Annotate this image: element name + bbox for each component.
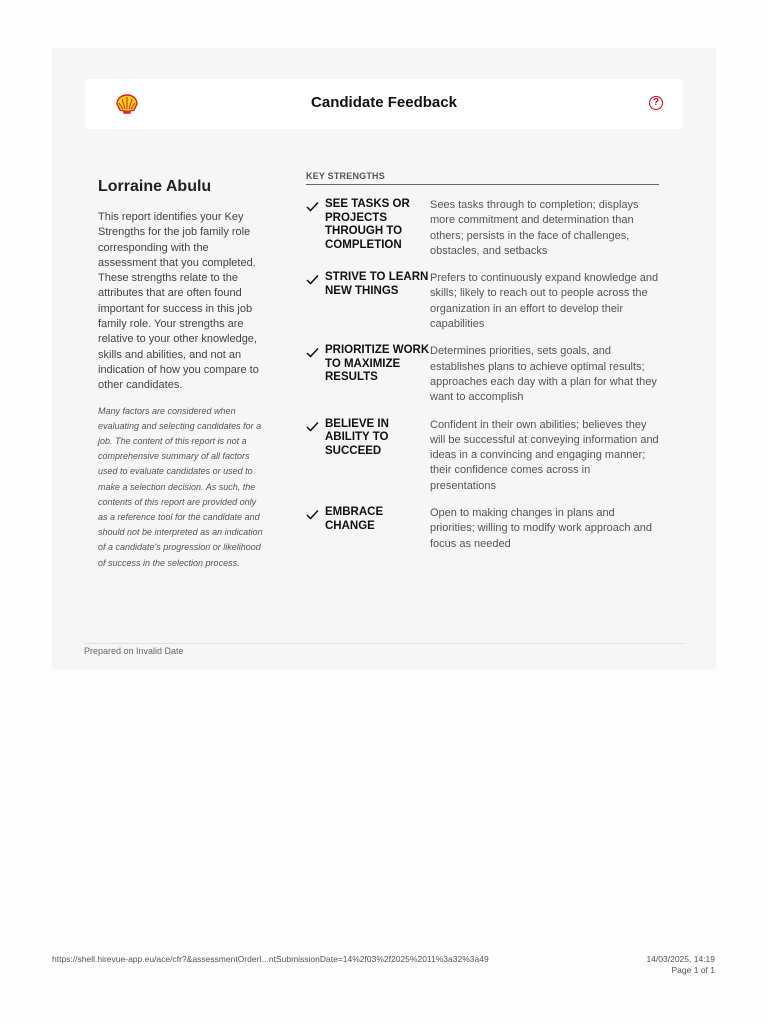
strength-item xyxy=(306,344,659,405)
strength-item xyxy=(306,271,659,332)
strength-title: SEE TASKS OR PROJECTS THROUGH TO COMPLETION xyxy=(325,198,410,251)
key-strengths-section xyxy=(306,171,659,564)
strength-title: EMBRACE CHANGE xyxy=(325,506,384,532)
strength-description: Determines priorities, sets goals, and establishes plans to achieve optimal results; approaches each day with a plan for what they want to accomplish xyxy=(430,345,657,404)
strength-title: PRIORITIZE WORK TO MAXIMIZE RESULTS xyxy=(325,344,430,384)
section-title: KEY STRENGTHS xyxy=(306,171,659,185)
footer-page: Page 1 of 1 xyxy=(671,965,715,975)
strength-item xyxy=(306,198,659,259)
divider xyxy=(84,643,684,644)
checkmark-icon xyxy=(306,418,325,494)
report-header xyxy=(85,79,683,129)
intro-text: This report identifies your Key Strengths for the job family role corresponding with the assessment that you completed. These strengths relate to the attributes that are often found important for success in this job family role. Your strengths are relative to your other knowledge, skills and abilities, and not an indication of how you compare to other candidates. xyxy=(98,211,259,392)
strength-description: Open to making changes in plans and priorities; willing to modify work approach and focus as needed xyxy=(430,507,652,550)
report-card xyxy=(52,48,716,669)
strength-item xyxy=(306,506,659,552)
footer-url: https://shell.hirevue-app.eu/ace/cfr?&assessmentOrderI...ntSubmissionDate=14%2f03%2f2025%2011%3a32%3a49 xyxy=(52,954,489,964)
checkmark-icon xyxy=(306,198,325,259)
strength-item xyxy=(306,418,659,494)
prepared-date: Prepared on Invalid Date xyxy=(84,646,184,656)
strength-description: Sees tasks through to completion; displays more commitment and determination than others; persists in the face of challenges, obstacles, and setbacks xyxy=(430,199,639,257)
strength-title: BELIEVE IN ABILITY TO SUCCEED xyxy=(325,417,389,457)
strengths-list xyxy=(306,198,659,552)
help-icon[interactable]: ? xyxy=(649,96,663,110)
strength-description: Prefers to continuously expand knowledge and skills; likely to reach out to people across the organization in an effort to develop their capabilities xyxy=(430,272,659,331)
disclaimer-text: Many factors are considered when evaluating and selecting candidates for a job. The content of this report is not a comprehensive summary of all factors used to evaluate candidates or used to make a selection decision. As such, the contents of this report are provided only as a reference tool for the candidate and should not be interpreted as an indication of a candidate's progression or likelihood of success in the selection process. xyxy=(98,405,263,568)
checkmark-icon xyxy=(306,271,325,332)
checkmark-icon xyxy=(306,506,325,552)
candidate-name: Lorraine Abulu xyxy=(98,178,212,195)
checkmark-icon xyxy=(306,344,325,405)
strength-description: Confident in their own abilities; believes they will be successful at conveying information and ideas in a convincing and engaging manner; their confidence comes across in presentations xyxy=(430,418,659,492)
candidate-summary xyxy=(98,178,268,571)
footer-datetime: 14/03/2025, 14:19 xyxy=(646,954,715,964)
page-title: Candidate Feedback xyxy=(311,94,457,111)
footer-date xyxy=(646,954,715,976)
strength-title: STRIVE TO LEARN NEW THINGS xyxy=(325,271,429,297)
